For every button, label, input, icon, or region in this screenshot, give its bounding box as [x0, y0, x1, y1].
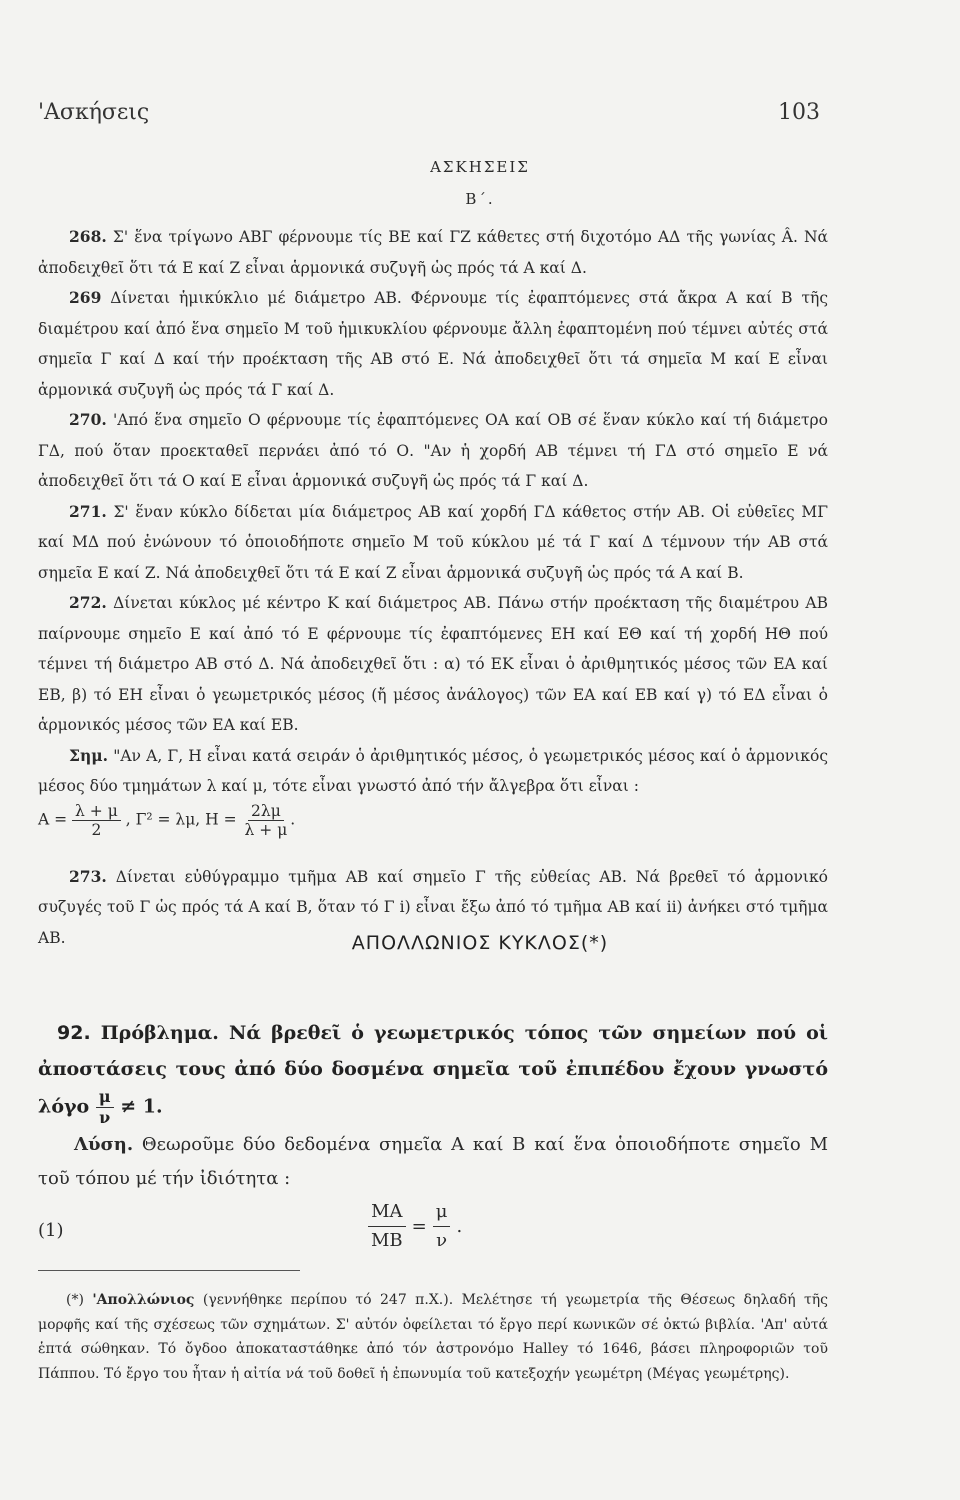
rhs-numerator: μ — [433, 1198, 451, 1227]
problem-label: Πρόβλημα. — [100, 1022, 219, 1044]
ratio-rest: ≠ 1. — [120, 1095, 163, 1118]
exercise-text: Δίνεται εὐθύγραμμο τμῆμα ΑΒ καί σημεῖο Γ τῆς εὐθείας ΑΒ. Νά βρεθεῖ τό ἁρμονικό συζυγές τοῦ Γ ὡς πρός τά Α καί Β, ὅταν τό Γ i) εἶναι ἔξω ἀπό τό τμῆμα ΑΒ καί ii) ἀνήκει στό τμῆμα ΑΒ. — [38, 867, 828, 947]
exercise-text: Δίνεται ἡμικύκλιο μέ διάμετρο ΑΒ. Φέρνουμε τίς ἐφαπτόμενες στά ἄκρα Α καί Β τῆς διαμέτρου καί ἀπό ἕνα σημεῖο Μ τοῦ ἡμικυκλίου φέρνουμε ἄλλη ἐφαπτομένη πού τέμνει αὐτές στά σημεῖα Γ καί Δ καί τήν προέκταση τῆς ΑΒ στό Ε. Νά ἀποδειχθεῖ ὅτι τά σημεῖα Μ καί Ε εἶναι ἁρμονικά συζυγῆ ὡς πρός τά Γ καί Δ. — [38, 289, 828, 399]
exercise-number: 273. — [69, 866, 107, 886]
means-formula — [38, 802, 828, 862]
solution-label: Λύση. — [74, 1134, 134, 1155]
section-title: ΑΣΚΗΣΕΙΣ — [430, 158, 530, 176]
page-header — [38, 100, 820, 125]
lhs-numerator: ΜΑ — [368, 1198, 405, 1227]
exercise-list — [38, 222, 828, 953]
exercise-268 — [38, 222, 828, 283]
note-text: "Αν Α, Γ, Η εἶναι κατά σειράν ὁ ἀριθμητικός μέσος, ὁ γεωμετρικός μέσος καί ὁ ἁρμονικός μέσος δύο τμημάτων λ καί μ, τότε εἶναι γνωστό ἀπό τήν ἄλγεβρα ὅτι εἶναι : — [38, 746, 828, 795]
fraction-h-denominator: λ + μ — [244, 820, 288, 839]
exercise-number: 268. — [69, 227, 107, 246]
footnote-mark: (*) — [66, 1292, 84, 1308]
lhs-denominator: ΜΒ — [371, 1230, 403, 1251]
problem-number: 92. — [57, 1022, 91, 1044]
page-number: 103 — [778, 100, 820, 125]
solution — [38, 1128, 828, 1196]
exercise-269 — [38, 283, 828, 405]
equation-body — [368, 1198, 462, 1255]
fraction-h — [242, 802, 291, 839]
note-label: Σημ. — [69, 745, 108, 765]
ratio-denominator: ν — [99, 1108, 111, 1127]
problem-92 — [38, 1015, 828, 1128]
formula-a-lhs: Α = — [38, 810, 68, 828]
fraction-a-denominator: 2 — [91, 820, 102, 839]
ratio-fraction — [96, 1087, 114, 1128]
exercise-text: Σ' ἕναν κύκλο δίδεται μία διάμετρος ΑΒ καί χορδή ΓΔ κάθετος στήν ΑΒ. Οἱ εὐθεῖες ΜΓ καί ΜΔ πού ἑνώνουν τό ὁποιοδήποτε σημεῖο Μ τοῦ κύκλου μέ τά Γ καί Δ τέμνουν τήν ΑΒ στά σημεῖα Ε καί Ζ. Νά ἀποδειχθεῖ ὅτι τά Ε καί Ζ εἶναι ἁρμονικά συζυγῆ ὡς πρός τά Α καί Β. — [38, 502, 829, 582]
formula-g: , Γ² = λμ, Η = — [125, 810, 237, 828]
exercise-270 — [38, 405, 828, 497]
footnote-text: (γεννήθηκε περίπου τό 247 π.Χ.). Μελέτησε τή γεωμετρία τῆς Θέσεως δηλαδή τῆς μορφῆς καί τῆς σχέσεως τῶν σχημάτων. Σ' αὐτόν ὀφείλεται τό ἔργο περί κωνικῶν σέ ὀκτώ βιβλία. 'Απ' αὐτά ἑπτά σώθηκαν. Τό ὄγδοο ἀποκαταστάθηκε ἀπό τόν ἀστρονόμο Halley τό 1646, βάσει πληροφοριῶν τοῦ Πάππου. Τό ἔργο του ἦταν ἡ αἰτία νά τοῦ δοθεῖ ἡ ἐπωνυμία τοῦ κατεξοχήν γεωμέτρη (Μέγας γεωμέτρης). — [38, 1292, 829, 1382]
exercise-number: 271. — [69, 501, 107, 521]
fraction-a-numerator: λ + μ — [72, 802, 121, 821]
exercise-number: 269 — [69, 288, 102, 307]
formula-end: . — [290, 810, 296, 828]
fraction-a — [72, 802, 121, 839]
exercise-number: 272. — [69, 593, 107, 612]
footnote-rule — [38, 1270, 300, 1271]
equals-sign: = — [411, 1216, 427, 1237]
footnote-name: 'Απολλώνιος — [92, 1292, 195, 1308]
equation-end: . — [456, 1216, 463, 1237]
exercise-number: 270. — [69, 410, 107, 429]
exercise-271 — [38, 497, 828, 589]
rhs-denominator: ν — [436, 1230, 448, 1251]
note — [38, 741, 828, 802]
exercise-text: Σ' ἕνα τρίγωνο ΑΒΓ φέρνουμε τίς ΒΕ καί ΓΖ κάθετες στή διχοτόμο ΑΔ τῆς γωνίας Â. Νά ἀποδειχθεῖ ὅτι τά Ε καί Ζ εἶναι ἁρμονικά συζυγῆ ὡς πρός τά Α καί Δ. — [38, 228, 828, 277]
footnote — [38, 1288, 828, 1386]
problem-text: Νά βρεθεῖ ὁ γεωμετρικός τόπος τῶν σημείων πού οἱ ἀποστάσεις τους ἀπό δύο δοσμένα σημεῖα τοῦ ἐπιπέδου ἔχουν γνωστό λόγο — [38, 1022, 829, 1118]
equation-tag: (1) — [38, 1220, 64, 1241]
chapter-title: ΑΠΟΛΛΩΝΙΟΣ ΚΥΚΛΟΣ(*) — [351, 932, 609, 954]
lhs-fraction — [368, 1198, 406, 1255]
ratio-numerator: μ — [96, 1087, 114, 1108]
exercise-272 — [38, 588, 828, 741]
section-subtitle: Β΄. — [465, 190, 495, 208]
solution-text: Θεωροῦμε δύο δεδομένα σημεῖα Α καί Β καί ἕνα ὁποιοδήποτε σημεῖο Μ τοῦ τόπου μέ τήν ἰδιότητα : — [38, 1134, 828, 1189]
equation-1 — [38, 1198, 828, 1268]
exercise-text: 'Από ἕνα σημεῖο Ο φέρνουμε τίς ἐφαπτόμενες ΟΑ καί ΟΒ σέ ἕναν κύκλο καί τή διάμετρο ΓΔ, πού ὅταν προεκταθεῖ περνάει ἀπό τό Ο. "Αν ἡ χορδή ΑΒ τέμνει τή ΓΔ στό σημεῖο Ε νά ἀποδειχθεῖ ὅτι τά Ο καί Ε εἶναι ἁρμονικά συζυγῆ ὡς πρός τά Γ καί Δ. — [38, 411, 828, 490]
fraction-h-numerator: 2λμ — [248, 802, 284, 821]
running-title: 'Ασκήσεις — [38, 100, 150, 125]
rhs-fraction — [433, 1198, 451, 1255]
exercise-text: Δίνεται κύκλος μέ κέντρο Κ καί διάμετρος ΑΒ. Πάνω στήν προέκταση τῆς διαμέτρου ΑΒ παίρνουμε σημεῖο Ε καί ἀπό τό Ε φέρνουμε τίς ἐφαπτόμενες ΕΗ καί ΕΘ καί τή χορδή ΗΘ πού τέμνει τή διάμετρο ΑΒ στό Δ. Νά ἀποδειχθεῖ ὅτι : α) τό ΕΚ εἶναι ὁ ἀριθμητικός μέσος τῶν ΕΑ καί ΕΒ, β) τό ΕΗ εἶναι ὁ γεωμετρικός μέσος (ἤ μέσος ἀνάλογος) τῶν ΕΑ καί ΕΒ καί γ) τό ΕΔ εἶναι ὁ ἁρμονικός μέσος τῶν ΕΑ καί ΕΒ. — [38, 594, 828, 734]
